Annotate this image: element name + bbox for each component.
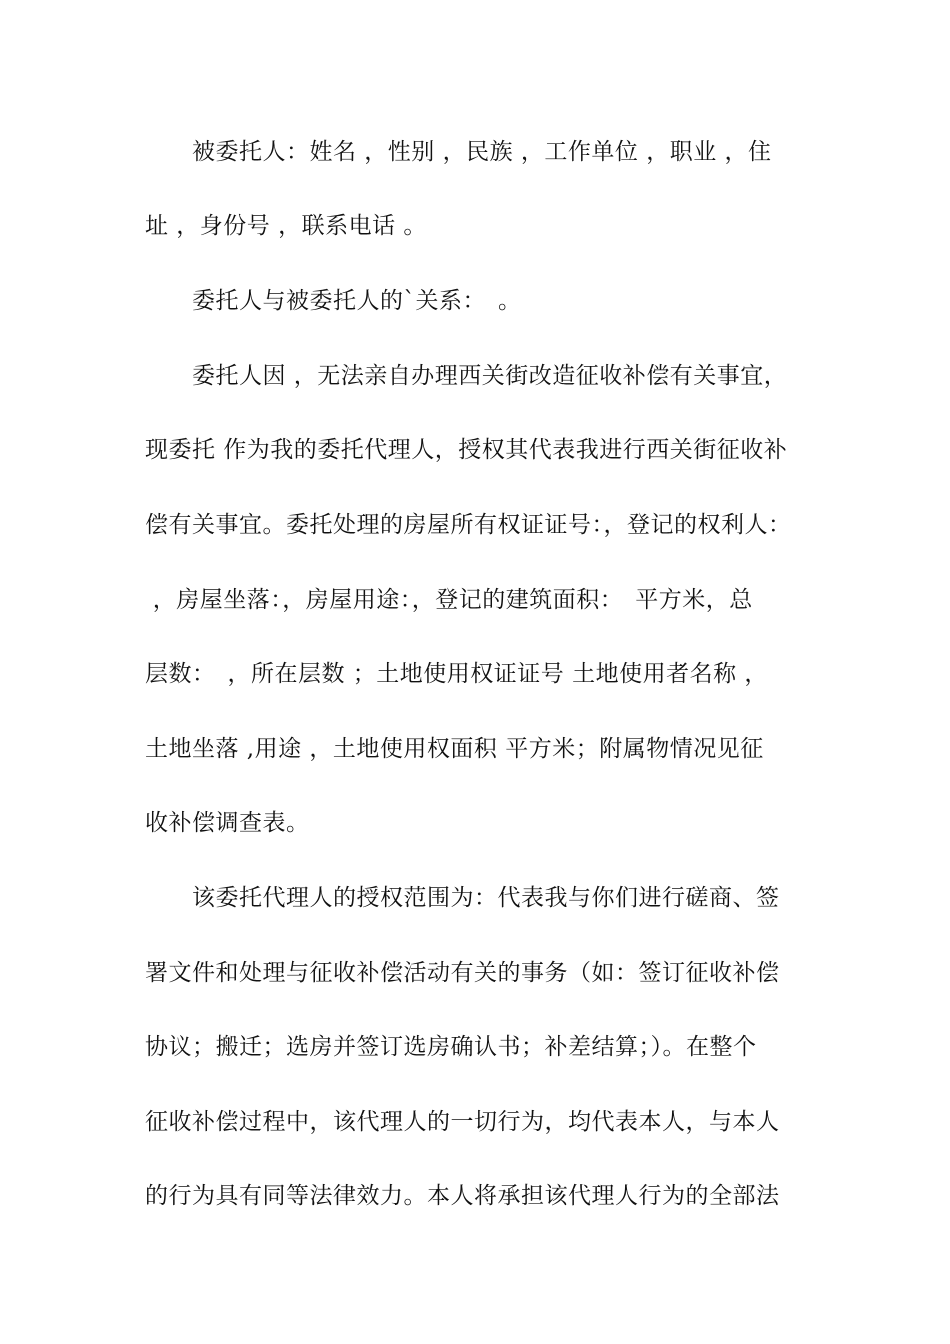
text-line-4: 委托人因 ，无法亲自办理西关街改造征收补偿有关事宜，: [192, 363, 788, 389]
text-line-10: 收补偿调查表。: [145, 810, 310, 836]
text-line-1: 被委托人：姓名 ，性别 ，民族 ，工作单位 ，职业 ，住: [192, 139, 772, 165]
text-line-14: 征收补偿过程中，该代理人的一切行为，均代表本人，与本人: [145, 1109, 780, 1135]
text-line-11: 该委托代理人的授权范围为：代表我与你们进行磋商、签: [192, 885, 780, 911]
text-line-9: 土地坐落 ,用途 ，土地使用权面积 平方米；附属物情况见征: [145, 736, 764, 762]
text-line-15: 的行为具有同等法律效力。本人将承担该代理人行为的全部法: [145, 1183, 780, 1209]
text-line-3: 委托人与被委托人的`关系： 。: [192, 288, 522, 314]
text-line-12: 署文件和处理与征收补偿活动有关的事务（如：签订征收补偿: [145, 960, 780, 986]
text-line-7: ，房屋坐落：，房屋用途：，登记的建筑面积： 平方米，总: [145, 587, 753, 613]
text-line-8: 层数： ，所在层数 ；土地使用权证证号 土地使用者名称 ，: [145, 661, 768, 687]
text-line-6: 偿有关事宜。委托处理的房屋所有权证证号：，登记的权利人：: [145, 512, 792, 538]
text-line-2: 址 ，身份号 ，联系电话 。: [145, 213, 427, 239]
text-line-13: 协议；搬迁；选房并签订选房确认书；补差结算；）。在整个: [145, 1034, 757, 1060]
text-line-5: 现委托 作为我的委托代理人，授权其代表我进行西关街征收补: [145, 437, 788, 463]
